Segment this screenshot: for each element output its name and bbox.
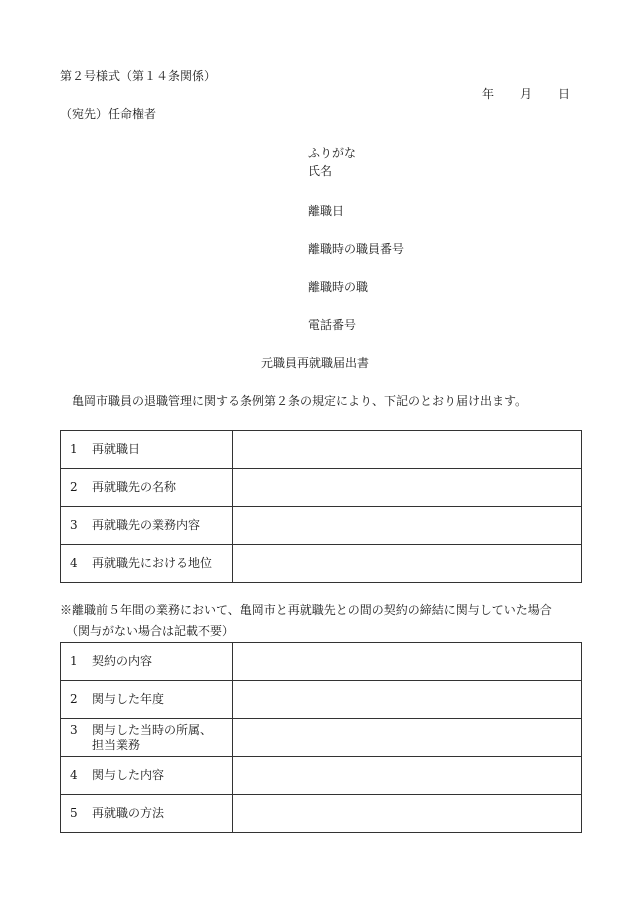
date-year: 年 [482,87,495,101]
row-label: 2 関与した年度 [61,681,233,719]
table-row [61,719,582,757]
document-title: 元職員再就職届出書 [260,356,369,370]
row-value-cell[interactable] [233,507,582,545]
row-value-cell[interactable] [233,545,582,583]
table-row [61,545,582,583]
row-value-cell[interactable] [233,643,582,681]
applicant-field-employee-number: 離職時の職員番号 [308,242,405,256]
row-label: 2 再就職先の名称 [61,469,233,507]
date-month: 月 [520,87,533,101]
row-value-cell[interactable] [233,469,582,507]
row-label: 5 再就職の方法 [61,795,233,833]
row-label: 4 再就職先における地位 [61,545,233,583]
form-id: 第２号様式（第１４条関係） [60,69,217,83]
table-row [61,469,582,507]
note-line-2: （関与がない場合は記載不要） [66,624,235,638]
table-row [61,643,582,681]
applicant-field-furigana: ふりがな [308,146,357,160]
note-line-1: ※離職前５年間の業務において、亀岡市と再就職先との間の契約の締結に関与していた場合 [60,603,552,617]
row-label: 3 関与した当時の所属、担当業務 [61,719,233,757]
applicant-field-name: 氏名 [308,164,333,178]
table-row [61,757,582,795]
row-value-cell[interactable] [233,719,582,757]
date-day: 日 [558,87,571,101]
addressee: （宛先）任命権者 [60,107,157,121]
intro-text: 亀岡市職員の退職管理に関する条例第２条の規定により、下記のとおり届け出ます。 [72,394,528,408]
applicant-field-retirement-date: 離職日 [308,204,345,218]
row-value-cell[interactable] [233,681,582,719]
table-row [61,681,582,719]
reemployment-table [60,430,582,583]
row-value-cell[interactable] [233,431,582,469]
row-label: 4 関与した内容 [61,757,233,795]
table-row [61,431,582,469]
table-row [61,795,582,833]
row-label: 1 契約の内容 [61,643,233,681]
row-label: 3 再就職先の業務内容 [61,507,233,545]
applicant-field-position: 離職時の職 [308,280,369,294]
table-row [61,507,582,545]
contract-involvement-table [60,642,582,833]
row-value-cell[interactable] [233,795,582,833]
applicant-field-phone: 電話番号 [308,318,357,332]
row-value-cell[interactable] [233,757,582,795]
row-label: 1 再就職日 [61,431,233,469]
